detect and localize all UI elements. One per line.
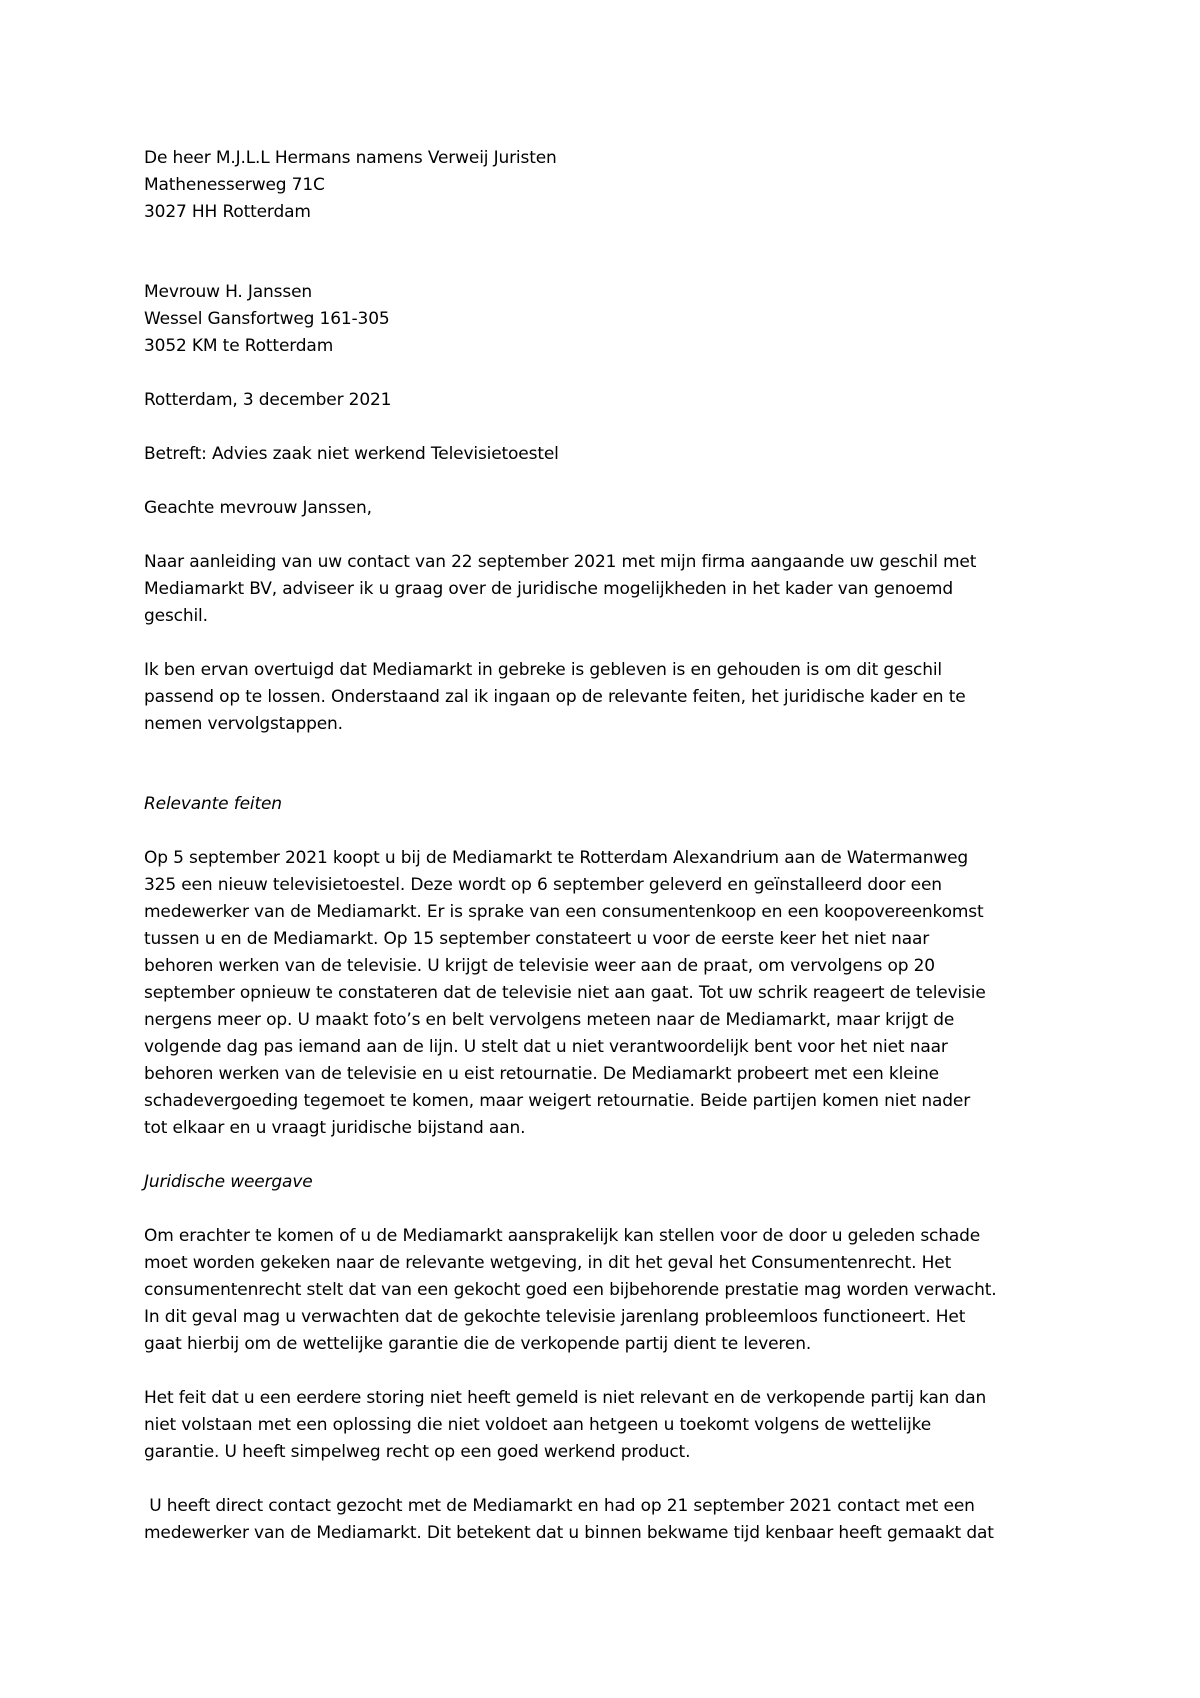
spacer — [144, 738, 1064, 791]
letter-subject — [144, 441, 1064, 468]
sender-address — [144, 145, 1064, 226]
intro-paragraph-1 — [144, 549, 1064, 630]
paragraph-line: behoren werken van de televisie en u eist retournatie. De Mediamarkt probeert met een kleine — [144, 1064, 939, 1084]
recipient-name: Mevrouw H. Janssen — [144, 282, 313, 302]
paragraph-line: nergens meer op. U maakt foto’s en belt vervolgens meteen naar de Mediamarkt, maar krijgt de — [144, 1010, 955, 1030]
spacer — [144, 360, 1064, 387]
paragraph-line: geschil. — [144, 606, 208, 626]
recipient-street: Wessel Gansfortweg 161-305 — [144, 309, 390, 329]
paragraph-line: schadevergoeding tegemoet te komen, maar weigert retournatie. Beide partijen komen niet nader — [144, 1091, 971, 1111]
section-heading: Relevante feiten — [144, 794, 282, 814]
paragraph-line: consumentenrecht stelt dat van een gekocht goed een bijbehorende prestatie mag worden verwacht. — [144, 1280, 997, 1300]
sender-city: 3027 HH Rotterdam — [144, 202, 311, 222]
spacer — [144, 1358, 1064, 1385]
section-heading: Juridische weergave — [144, 1172, 313, 1192]
subject-line: Betreft: Advies zaak niet werkend Televisietoestel — [144, 444, 559, 464]
paragraph-line: tussen u en de Mediamarkt. Op 15 september constateert u voor de eerste keer het niet naar — [144, 929, 930, 949]
letter-salutation — [144, 495, 1064, 522]
recipient-city: 3052 KM te Rotterdam — [144, 336, 334, 356]
sender-street: Mathenesserweg 71C — [144, 175, 325, 195]
spacer — [144, 468, 1064, 495]
paragraph-line: volgende dag pas iemand aan de lijn. U stelt dat u niet verantwoordelijk bent voor het niet naar — [144, 1037, 948, 1057]
paragraph-line: september opnieuw te constateren dat de televisie niet aan gaat. Tot uw schrik reageert de televisie — [144, 983, 986, 1003]
section-juridische-weergave — [144, 1169, 1064, 1547]
date-line: Rotterdam, 3 december 2021 — [144, 390, 392, 410]
paragraph-line: 325 een nieuw televisietoestel. Deze wordt op 6 september geleverd en geïnstalleerd door een — [144, 875, 942, 895]
paragraph-line: Naar aanleiding van uw contact van 22 september 2021 met mijn firma aangaande uw geschil met — [144, 552, 977, 572]
section-relevante-feiten — [144, 791, 1064, 1142]
paragraph-line: medewerker van de Mediamarkt. Dit betekent dat u binnen bekwame tijd kenbaar heeft gemaakt dat — [144, 1523, 994, 1543]
paragraph-line: U heeft direct contact gezocht met de Mediamarkt en had op 21 september 2021 contact met een — [144, 1496, 975, 1516]
letter-body — [144, 145, 1064, 1547]
paragraph-line: garantie. U heeft simpelweg recht op een goed werkend product. — [144, 1442, 691, 1462]
paragraph-line: medewerker van de Mediamarkt. Er is sprake van een consumentenkoop en een koopovereenkomst — [144, 902, 984, 922]
paragraph-line: nemen vervolgstappen. — [144, 714, 343, 734]
paragraph-line: tot elkaar en u vraagt juridische bijstand aan. — [144, 1118, 526, 1138]
paragraph-line: niet volstaan met een oplossing die niet voldoet aan hetgeen u toekomt volgens de wettelijke — [144, 1415, 932, 1435]
paragraph-line: moet worden gekeken naar de relevante wetgeving, in dit het geval het Consumentenrecht. Het — [144, 1253, 952, 1273]
spacer — [144, 522, 1064, 549]
spacer — [144, 226, 1064, 279]
paragraph-line: passend op te lossen. Onderstaand zal ik ingaan op de relevante feiten, het juridische kader en te — [144, 687, 966, 707]
recipient-address — [144, 279, 1064, 360]
paragraph-line: Mediamarkt BV, adviseer ik u graag over de juridische mogelijkheden in het kader van genoemd — [144, 579, 953, 599]
spacer — [144, 630, 1064, 657]
salutation-line: Geachte mevrouw Janssen, — [144, 498, 372, 518]
spacer — [144, 1196, 1064, 1223]
intro-paragraph-2 — [144, 657, 1064, 738]
spacer — [144, 1466, 1064, 1493]
letter-date — [144, 387, 1064, 414]
spacer — [144, 1142, 1064, 1169]
paragraph-line: Om erachter te komen of u de Mediamarkt aansprakelijk kan stellen voor de door u geleden schade — [144, 1226, 981, 1246]
paragraph-line: Het feit dat u een eerdere storing niet heeft gemeld is niet relevant en de verkopende partij kan dan — [144, 1388, 987, 1408]
paragraph-line: Op 5 september 2021 koopt u bij de Mediamarkt te Rotterdam Alexandrium aan de Watermanweg — [144, 848, 969, 868]
paragraph-line: behoren werken van de televisie. U krijgt de televisie weer aan de praat, om vervolgens op 20 — [144, 956, 935, 976]
spacer — [144, 818, 1064, 845]
paragraph-line: In dit geval mag u verwachten dat de gekochte televisie jarenlang probleemloos functioneert. Het — [144, 1307, 966, 1327]
paragraph-line: Ik ben ervan overtuigd dat Mediamarkt in gebreke is gebleven is en gehouden is om dit geschil — [144, 660, 942, 680]
sender-name: De heer M.J.L.L Hermans namens Verweij Juristen — [144, 148, 557, 168]
paragraph-line: gaat hierbij om de wettelijke garantie die de verkopende partij dient te leveren. — [144, 1334, 812, 1354]
spacer — [144, 414, 1064, 441]
